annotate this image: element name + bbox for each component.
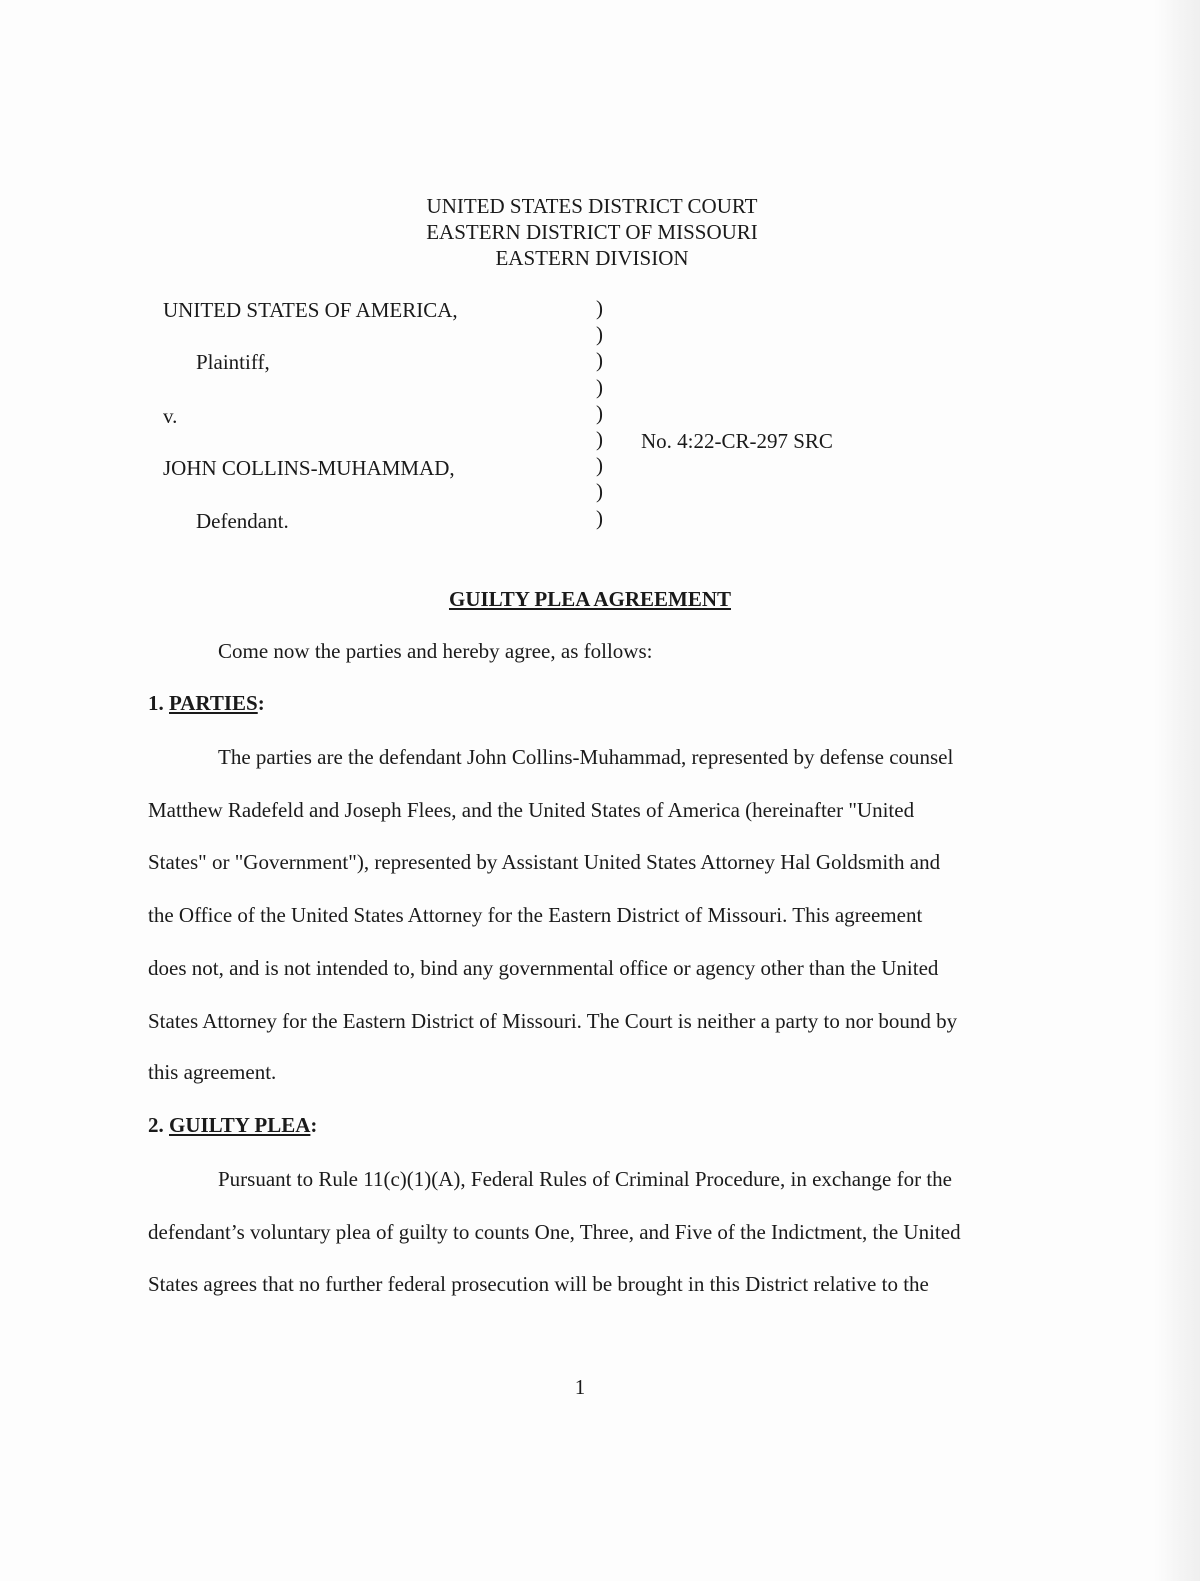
versus: v.: [163, 404, 178, 428]
paren: ): [596, 505, 603, 530]
court-header: [0, 193, 1184, 271]
paragraph-line: States" or "Government"), represented by Assistant United States Attorney Hal Goldsmith and: [148, 850, 941, 874]
paragraph-line: Pursuant to Rule 11(c)(1)(A), Federal Rules of Criminal Procedure, in exchange for the: [218, 1167, 953, 1191]
paragraph-line: the Office of the United States Attorney for the Eastern District of Missouri. This agreement: [148, 903, 923, 927]
document-title: [0, 586, 1180, 612]
paragraph-line: States agrees that no further federal prosecution will be brought in this District relative to the: [148, 1272, 929, 1296]
paragraph-line: defendant’s voluntary plea of guilty to counts One, Three, and Five of the Indictment, the United: [148, 1220, 961, 1244]
section-colon: :: [310, 1113, 318, 1137]
intro-paragraph: Come now the parties and hereby agree, as follows:: [218, 639, 653, 663]
court-district: EASTERN DISTRICT OF MISSOURI: [426, 220, 758, 244]
paragraph-line: this agreement.: [148, 1060, 277, 1084]
section-heading-parties: [148, 690, 265, 716]
paren: ): [596, 374, 603, 399]
paragraph-line: Matthew Radefeld and Joseph Flees, and the United States of America (hereinafter "United: [148, 798, 915, 822]
case-number: No. 4:22-CR-297 SRC: [641, 429, 833, 453]
paren: ): [596, 427, 603, 452]
section-number: 2.: [148, 1113, 164, 1137]
defendant-role: Defendant.: [196, 509, 289, 533]
paren: ): [596, 479, 603, 504]
section-title: GUILTY PLEA: [169, 1113, 311, 1137]
paragraph-line: The parties are the defendant John Collins-Muhammad, represented by defense counsel: [218, 745, 954, 769]
caption-parentheses: [596, 295, 603, 531]
paragraph-line: does not, and is not intended to, bind any governmental office or agency other than the United: [148, 956, 939, 980]
document-title-text: GUILTY PLEA AGREEMENT: [448, 587, 731, 611]
paren: ): [596, 322, 603, 347]
section-heading-guilty-plea: [148, 1112, 317, 1138]
section-colon: :: [257, 691, 265, 715]
court-name: UNITED STATES DISTRICT COURT: [426, 194, 758, 218]
paren: ): [596, 348, 603, 373]
section-number: 1.: [148, 691, 164, 715]
paren: ): [596, 296, 603, 320]
section-title: PARTIES: [169, 691, 258, 715]
paren: ): [596, 400, 603, 425]
plaintiff-role: Plaintiff,: [196, 350, 270, 374]
plaintiff-name: UNITED STATES OF AMERICA,: [163, 298, 458, 322]
paren: ): [596, 453, 603, 478]
defendant-name: JOHN COLLINS-MUHAMMAD,: [163, 456, 455, 480]
paragraph-line: States Attorney for the Eastern District of Missouri. The Court is neither a party to nor bound by: [148, 1009, 958, 1033]
page-number: 1: [574, 1375, 586, 1399]
court-division: EASTERN DIVISION: [495, 246, 689, 270]
